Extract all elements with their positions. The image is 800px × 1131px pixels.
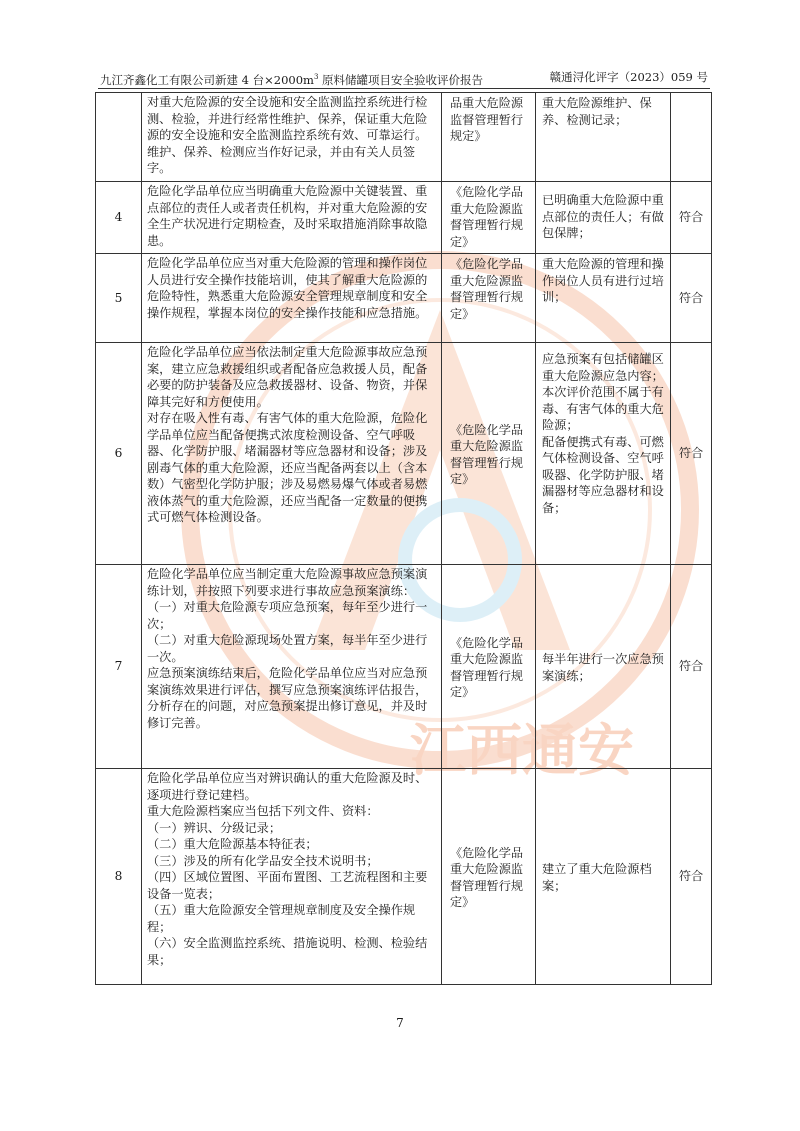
requirement-text: 危险化学品单位应当制定重大危险源事故应急预案演练计划，并按照下列要求进行事故应急预案演练： xyxy=(147,567,428,598)
requirement-text: 对存在吸入性有毒、有害气体的重大危险源，危险化学品单位应当配备便携式浓度检测设备、空气呼吸器、化学防护服、堵漏器材等应急器材和设备；涉及剧毒气体的重大危险源，还应当配备两套以上（含本数）气密型化学防护服；涉及易燃易爆气体或者易燃液体蒸气的重大危险源，还应当配备一定数量的便携式可燃气体检测设备。 xyxy=(147,411,428,524)
watermark-text: 江西通安 xyxy=(410,719,634,784)
requirement-text: （三）涉及的所有化学品安全技术说明书； xyxy=(147,853,379,868)
table-row xyxy=(96,565,712,769)
requirement-text: 危险化学品单位应当对重大危险源的管理和操作岗位人员进行安全操作技能培训，使其了解重大危险源的危险特性，熟悉重大危险源安全管理规章制度和安全操作规程，掌握本岗位的安全操作技能和应急措施。 xyxy=(147,256,428,320)
row-number: 6 xyxy=(96,343,142,565)
result-cell: 符合 xyxy=(671,565,712,769)
requirement-text: （一）对重大危险源专项应急预案，每年至少进行一次； xyxy=(147,600,428,631)
result-cell: 符合 xyxy=(671,254,712,343)
result-cell: 符合 xyxy=(671,343,712,565)
result-cell: 符合 xyxy=(671,769,712,985)
result-cell: 符合 xyxy=(671,182,712,254)
requirement-text: 应急预案演练结束后，危险化学品单位应当对应急预案演练效果进行评估，撰写应急预案演练评估报告，分析存在的问题，对应急预案提出修订意见，并及时修订完善。 xyxy=(147,666,428,730)
fact-text: 本次评价范围不属于有毒、有害气体的重大危险源； xyxy=(542,385,664,432)
row-number: 5 xyxy=(96,254,142,343)
row-number: 4 xyxy=(96,182,142,254)
row-number xyxy=(96,93,142,182)
requirement-cell xyxy=(142,93,442,182)
header-report-title: 九江齐鑫化工有限公司新建 4 台$\times 2000m^3$ 原料储罐项目安全验收评价报告 xyxy=(100,72,484,87)
fact-cell xyxy=(536,254,671,343)
basis-cell: 《危险化学品重大危险源监督管理暂行规定》 xyxy=(442,769,536,985)
requirement-text: 危险化学品单位应当明确重大危险源中关键装置、重点部位的责任人或者责任机构，并对重大危险源的安全生产状况进行定期检查，及时采取措施消除事故隐患。 xyxy=(147,184,428,248)
requirement-text: 重大危险源档案应当包括下列文件、资料： xyxy=(147,804,379,818)
page-number: 7 xyxy=(396,1016,404,1030)
fact-cell xyxy=(536,565,671,769)
basis-cell: 品重大危险源监督管理暂行规定》 xyxy=(442,93,536,182)
fact-text: 重大危险源维护、保养、检测记录； xyxy=(542,96,652,127)
basis-cell: 《危险化学品重大危险源监督管理暂行规定》 xyxy=(442,254,536,343)
fact-cell xyxy=(536,769,671,985)
requirement-text: （四）区域位置图、平面布置图、工艺流程图和主要设备一览表； xyxy=(147,870,428,901)
hazard-check-table xyxy=(95,92,712,985)
fact-cell xyxy=(536,93,671,182)
fact-text: 配备便携式有毒、可燃气体检测设备、空气呼吸器、化学防护服、堵漏器材等应急器材和设备； xyxy=(542,434,664,515)
result-cell xyxy=(671,93,712,182)
requirement-text: （二）对重大危险源现场处置方案，每半年至少进行一次。 xyxy=(147,633,428,664)
requirement-cell xyxy=(142,254,442,343)
fact-text: 建立了重大危险源档案； xyxy=(542,862,652,893)
fact-cell xyxy=(536,182,671,254)
requirement-text: （一）辨识、分级记录； xyxy=(147,820,282,835)
fact-cell xyxy=(536,343,671,565)
page-header xyxy=(98,68,710,89)
requirement-cell xyxy=(142,769,442,985)
table-row xyxy=(96,769,712,985)
fact-text: 每半年进行一次应急预案演练； xyxy=(542,652,664,683)
requirement-cell xyxy=(142,565,442,769)
fact-text: 应急预案有包括储罐区重大危险源应急内容； xyxy=(542,352,664,383)
requirement-text: （六）安全监测监控系统、措施说明、检测、检验结果； xyxy=(147,936,428,967)
table-row xyxy=(96,93,712,182)
row-number: 8 xyxy=(96,769,142,985)
requirement-text: 危险化学品单位应当依法制定重大危险源事故应急预案，建立应急救援组织或者配备应急救援人员，配备必要的防护装备及应急救援器材、设备、物资，并保障其完好和方便使用。 xyxy=(147,345,428,409)
requirement-text: 对重大危险源的安全设施和安全监测监控系统进行检测、检验，并进行经常性维护、保养，保证重大危险源的安全设施和安全监测监控系统有效、可靠运行。维护、保养、检测应当作好记录，并由有关人员签字。 xyxy=(147,95,428,175)
header-report-code: 赣通浔化评字（2023）059 号 xyxy=(549,70,708,84)
table-row xyxy=(96,343,712,565)
table-row xyxy=(96,254,712,343)
requirement-text: （五）重大危险源安全管理规章制度及安全操作规程； xyxy=(147,903,416,934)
basis-cell: 《危险化学品重大危险源监督管理暂行规定》 xyxy=(442,182,536,254)
row-number: 7 xyxy=(96,565,142,769)
requirement-cell xyxy=(142,343,442,565)
fact-text: 已明确重大危险源中重点部位的责任人；有做包保牌； xyxy=(542,193,664,240)
basis-cell: 《危险化学品重大危险源监督管理暂行规定》 xyxy=(442,565,536,769)
requirement-text: 危险化学品单位应当对辨识确认的重大危险源及时、逐项进行登记建档。 xyxy=(147,771,428,802)
requirement-cell xyxy=(142,182,442,254)
table-row xyxy=(96,182,712,254)
requirement-text: （二）重大危险源基本特征表； xyxy=(147,837,318,851)
fact-text: 重大危险源的管理和操作岗位人员有进行过培训； xyxy=(542,257,664,304)
basis-cell: 《危险化学品重大危险源监督管理暂行规定》 xyxy=(442,343,536,565)
